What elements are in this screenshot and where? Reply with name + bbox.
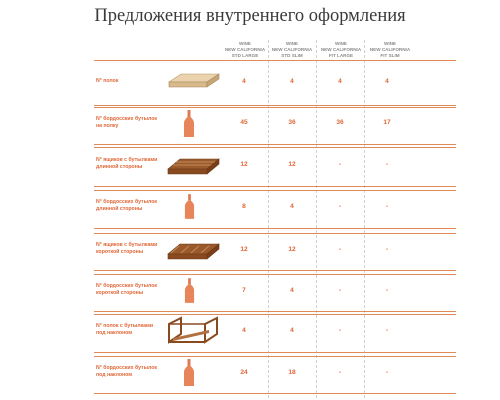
row-rule xyxy=(94,274,456,275)
row-label: N° бордосских бутылок короткой стороны xyxy=(96,283,157,296)
cell-value: 24 xyxy=(240,369,248,376)
cell-value: 4 xyxy=(290,327,294,334)
cell-value: 4 xyxy=(290,203,294,210)
cell-value: - xyxy=(338,246,342,253)
row-label: N° ящиков с бутылками длинной стороны xyxy=(96,157,158,170)
row-rule xyxy=(94,144,456,145)
row-rule xyxy=(94,314,456,315)
cell-value: 36 xyxy=(336,119,344,126)
column-separator xyxy=(316,40,317,398)
cell-value: 18 xyxy=(288,369,296,376)
row-rule xyxy=(94,233,456,234)
row-rule xyxy=(94,228,456,229)
cell-value: - xyxy=(385,327,389,334)
cell-value: - xyxy=(385,287,389,294)
row-label: N° полок с бутылками под наклоном xyxy=(96,323,154,336)
cell-value: 4 xyxy=(338,78,342,85)
cell-value: - xyxy=(338,161,342,168)
row-rule xyxy=(94,352,456,353)
cell-value: 12 xyxy=(240,161,248,168)
cell-value: 12 xyxy=(288,161,296,168)
cell-value: 12 xyxy=(288,246,296,253)
row-rule xyxy=(94,393,456,394)
bottle-rack-short-icon xyxy=(165,238,221,264)
row-rule xyxy=(94,190,456,191)
cell-value: 7 xyxy=(242,287,246,294)
row-rule xyxy=(94,60,456,61)
row-label: N° бордосских бутылок под наклоном xyxy=(96,365,157,378)
bottle-icon xyxy=(183,110,195,138)
page-title: Предложения внутреннего оформления xyxy=(94,6,406,26)
cell-value: - xyxy=(338,203,342,210)
row-rule xyxy=(94,356,456,357)
row-rule xyxy=(94,147,456,148)
cell-value: 12 xyxy=(240,246,248,253)
wooden-shelf-icon xyxy=(165,70,221,92)
row-rule xyxy=(94,186,456,187)
cell-value: 36 xyxy=(288,119,296,126)
tilted-shelf-icon xyxy=(165,316,221,346)
bottle-icon xyxy=(184,278,195,304)
row-label: N° бордосских бутылок на полку xyxy=(96,116,157,129)
column-header-4: WINE NEW CALIFORNIA FIT SLIM xyxy=(369,41,411,58)
cell-value: 4 xyxy=(242,327,246,334)
cell-value: - xyxy=(385,161,389,168)
row-rule xyxy=(94,105,456,106)
cell-value: 4 xyxy=(242,78,246,85)
column-header-3: WINE NEW CALIFORNIA FIT LARGE xyxy=(320,41,362,58)
row-rule xyxy=(94,311,456,312)
cell-value: - xyxy=(338,287,342,294)
row-label: N° полок xyxy=(96,78,119,84)
row-rule xyxy=(94,107,456,108)
bottle-rack-long-icon xyxy=(165,153,221,179)
row-rule xyxy=(94,270,456,271)
cell-value: - xyxy=(385,246,389,253)
cell-value: 4 xyxy=(290,78,294,85)
bottle-icon xyxy=(183,359,195,387)
cell-value: 17 xyxy=(383,119,391,126)
cell-value: 4 xyxy=(385,78,389,85)
column-header-2: WINE NEW CALIFORNIA STD SLIM xyxy=(271,41,313,58)
cell-value: 45 xyxy=(240,119,248,126)
cell-value: 4 xyxy=(290,287,294,294)
cell-value: 8 xyxy=(242,203,246,210)
cell-value: - xyxy=(385,203,389,210)
column-header-1: WINE NEW CALIFORNIA STD LARGE xyxy=(224,41,266,58)
row-label: N° ящиков с бутылками короткой стороны xyxy=(96,242,158,255)
cell-value: - xyxy=(338,369,342,376)
cell-value: - xyxy=(385,369,389,376)
row-label: N° бордосских бутылок длинной стороны xyxy=(96,199,157,212)
column-separator xyxy=(364,40,365,398)
bottle-icon xyxy=(184,194,195,220)
column-separator xyxy=(268,40,269,398)
cell-value: - xyxy=(338,327,342,334)
